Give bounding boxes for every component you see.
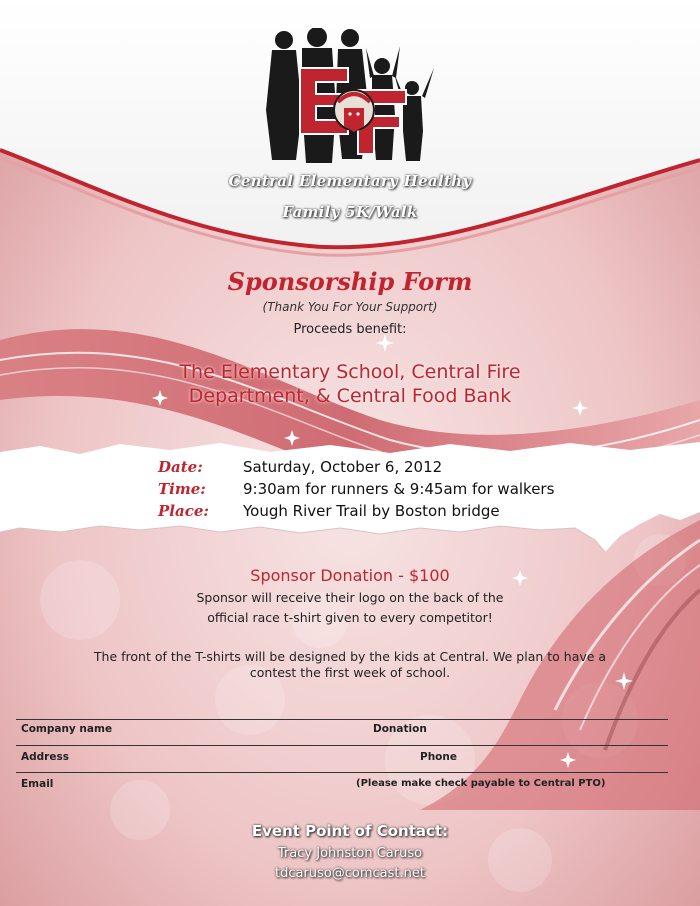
event-title-line2: Family 5K/Walk [282, 203, 418, 221]
proceeds-label: Proceeds benefit: [293, 322, 407, 337]
tshirt-description [80, 649, 620, 681]
event-title-line1: Central Elementary Healthy [228, 172, 472, 190]
tshirt-line1: The front of the T-shirts will be designed by the kids at Central. We plan to have a [93, 649, 607, 664]
contact-email[interactable]: tdcaruso@comcast.net [275, 866, 425, 881]
phone-label: Phone [420, 751, 457, 763]
beneficiaries [120, 360, 580, 408]
tshirt-line2: contest the first week of school. [249, 665, 451, 680]
company-name-line[interactable] [16, 719, 668, 720]
date-value: Saturday, October 6, 2012 [243, 458, 443, 476]
donation-line2: official race t-shirt given to every competitor! [207, 610, 493, 625]
address-line[interactable] [16, 745, 668, 746]
donation-title: Sponsor Donation - $100 [250, 566, 450, 585]
time-label: Time: [158, 480, 206, 498]
company-name-label: Company name [21, 723, 113, 735]
place-label: Place: [158, 502, 209, 520]
beneficiaries-line2: Department, & Central Food Bank [188, 385, 512, 407]
form-subtitle: (Thank You For Your Support) [262, 300, 438, 314]
time-value: 9:30am for runners & 9:45am for walkers [243, 480, 555, 498]
donation-line1: Sponsor will receive their logo on the back of the [196, 590, 504, 605]
email-line[interactable] [16, 772, 668, 773]
date-label: Date: [158, 458, 203, 476]
donation-label: Donation [373, 723, 427, 735]
donation-description [150, 588, 550, 628]
place-value: Yough River Trail by Boston bridge [243, 502, 500, 520]
check-note: (Please make check payable to Central PTO) [356, 778, 606, 789]
form-title: Sponsorship Form [227, 267, 473, 296]
email-label: Email [21, 778, 54, 790]
contact-name: Tracy Johnston Caruso [277, 846, 423, 861]
beneficiaries-line1: The Elementary School, Central Fire [179, 361, 521, 383]
event-logo [262, 28, 438, 170]
address-label: Address [21, 751, 69, 763]
contact-title: Event Point of Contact: [251, 822, 449, 840]
